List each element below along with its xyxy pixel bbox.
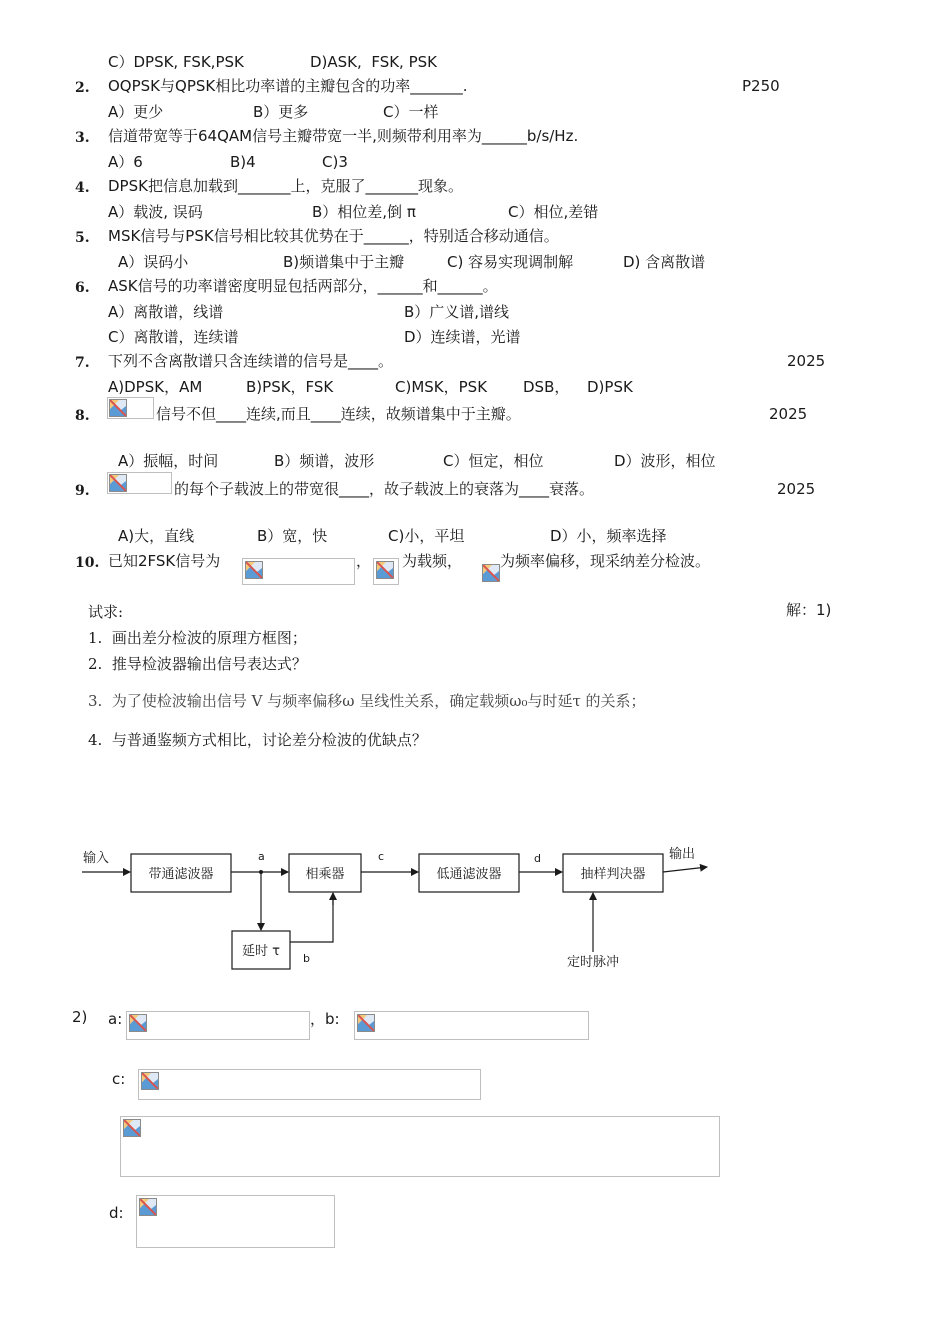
multiplier-label: 相乘器 (305, 867, 345, 882)
q8-ref: 2025 (769, 405, 808, 423)
solution-label: 解：1) (786, 601, 832, 619)
q10-offset-formula-icon (482, 564, 500, 582)
q7-text: 下列不含离散谱只含连续谱的信号是____。 (108, 352, 394, 370)
answer-c-derivation-image (120, 1116, 720, 1177)
q5-number: 5. (75, 230, 90, 246)
image-placeholder-icon (141, 1072, 159, 1090)
q9-text: 的每个子载波上的带宽很____，故子载波上的衰落为____衰落。 (174, 480, 595, 498)
output-label: 输出 (669, 847, 696, 862)
q10-signal-formula-image (242, 558, 355, 585)
q9-option-d: D）小，频率选择 (550, 527, 667, 545)
bandpass-label: 带通滤波器 (148, 867, 214, 882)
bandpass-filter-box (131, 854, 231, 892)
image-placeholder-icon (139, 1198, 157, 1216)
image-placeholder-icon (123, 1119, 141, 1137)
q7-ref: 2025 (787, 352, 826, 370)
q8-formula-image (107, 397, 154, 419)
q2-option-c: C）一样 (383, 103, 439, 121)
multiplier-box (289, 854, 361, 892)
q3-option-a: A）6 (108, 153, 143, 171)
q8-option-c: C）恒定，相位 (443, 452, 544, 470)
q9-number: 9. (75, 483, 90, 499)
image-placeholder-icon (357, 1014, 375, 1032)
q1-option-d: D)ASK, FSK, PSK (310, 53, 437, 71)
lowpass-label: 低通滤波器 (436, 867, 502, 882)
image-placeholder-icon (376, 561, 394, 579)
q1-option-c: C）DPSK, FSK,PSK (108, 53, 244, 71)
answer-a-label: a: (108, 1010, 123, 1028)
answer-a-formula-image (126, 1011, 310, 1040)
q5-option-d: D) 含离散谱 (623, 253, 706, 271)
q9-option-a: A)大，直线 (118, 527, 195, 545)
q7-option-b: B)PSK，FSK (246, 378, 334, 396)
q2-ref: P250 (742, 77, 780, 95)
q3-text: 信道带宽等于64QAM信号主瓣带宽一半,则频带利用率为______b/s/Hz. (108, 127, 579, 145)
q7-option-c: C)MSK，PSK (395, 378, 488, 396)
task-item-1: 1. 画出差分检波的原理方框图； (88, 629, 307, 647)
q5-text: MSK信号与PSK信号相比较其优势在于______，特别适合移动通信。 (108, 227, 559, 245)
image-placeholder-icon (109, 399, 127, 417)
clock-label: 定时脉冲 (566, 955, 620, 970)
answer-number: 2) (72, 1008, 88, 1026)
lowpass-filter-box (419, 854, 519, 892)
q8-text: 信号不但____连续,而且____连续，故频谱集中于主瓣。 (156, 405, 521, 423)
q5-option-c: C) 容易实现调制解 (447, 253, 574, 271)
sampler-label: 抽样判决器 (580, 867, 646, 882)
q7-option-dsb: DSB， (523, 378, 570, 396)
q3-number: 3. (75, 130, 90, 146)
answer-b-formula-image (354, 1011, 589, 1040)
q4-option-c: C）相位,差错 (508, 203, 599, 221)
q6-text: ASK信号的功率谱密度明显包括两部分，______和______。 (108, 277, 498, 295)
q10-suffix: 为频率偏移，现采纳差分检波。 (500, 552, 711, 570)
q6-number: 6. (75, 280, 90, 296)
q8-option-b: B）频谱，波形 (274, 452, 375, 470)
q5-option-a: A）误码小 (118, 253, 189, 271)
sampler-box (563, 854, 663, 892)
q6-option-a: A）离散谱，线谱 (108, 303, 224, 321)
q8-option-a: A）振幅，时间 (118, 452, 219, 470)
q3-option-c: C)3 (322, 153, 348, 171)
q9-option-c: C)小，平坦 (388, 527, 465, 545)
q10-mid: 为载频， (402, 552, 463, 570)
q2-option-b: B）更多 (253, 103, 309, 121)
answer-d-label: d: (109, 1204, 124, 1222)
delay-box (232, 931, 290, 969)
delay-label: 延时 τ (242, 944, 280, 959)
q10-comma: ， (356, 552, 372, 570)
answer-b-label: ，b: (310, 1010, 340, 1028)
q8-number: 8. (75, 408, 90, 424)
q10-carrier-formula-image (373, 558, 399, 585)
q2-text: OQPSK与QPSK相比功率谱的主瓣包含的功率_______. (108, 77, 468, 95)
q10-number: 10. (75, 555, 100, 571)
image-placeholder-icon (245, 561, 263, 579)
q9-formula-image (107, 472, 172, 494)
q6-option-d: D）连续谱，光谱 (404, 328, 521, 346)
task-item-2: 2. 推导检波器输出信号表达式？ (88, 655, 307, 673)
output-arrow (663, 867, 707, 872)
q6-option-c: C）离散谱，连续谱 (108, 328, 239, 346)
q3-option-b: B)4 (230, 153, 256, 171)
image-placeholder-icon (129, 1014, 147, 1032)
b-line (290, 893, 333, 942)
q9-option-b: B）宽，快 (257, 527, 328, 545)
q7-option-a: A)DPSK，AM (108, 378, 203, 396)
q4-option-b: B）相位差,倒 π (312, 203, 416, 221)
q7-number: 7. (75, 355, 90, 371)
task-item-4: 4. 与普通鉴频方式相比，讨论差分检波的优缺点？ (88, 731, 427, 749)
q5-option-b: B)频谱集中于主瓣 (283, 253, 405, 271)
task-item-3: 3. 为了使检波输出信号 V 与频率偏移ω 呈线性关系，确定载频ω₀与时延τ 的关系； (88, 692, 646, 710)
q9-ref: 2025 (777, 480, 816, 498)
answer-c-formula-image (138, 1069, 481, 1100)
q4-number: 4. (75, 180, 90, 196)
signal-d-label: d (534, 852, 541, 865)
q7-option-d: D)PSK (587, 378, 633, 396)
answer-d-formula-image (136, 1195, 335, 1248)
image-placeholder-icon (109, 474, 127, 492)
q4-text: DPSK把信息加载到_______上，克服了_______现象。 (108, 177, 463, 195)
task-label: 试求: (88, 603, 124, 621)
signal-a-label: a (258, 850, 265, 863)
q6-option-b: B）广义谱,谱线 (404, 303, 510, 321)
answer-c-label: c: (112, 1070, 126, 1088)
signal-c-label: c (378, 850, 385, 863)
q8-option-d: D）波形，相位 (614, 452, 716, 470)
input-label: 输入 (83, 851, 110, 866)
q2-number: 2. (75, 80, 90, 96)
signal-b-label: b (303, 952, 310, 965)
q2-option-a: A）更少 (108, 103, 164, 121)
q10-prefix: 已知2FSK信号为 (108, 552, 221, 570)
q4-option-a: A）载波, 误码 (108, 203, 203, 221)
junction-dot (259, 870, 263, 874)
